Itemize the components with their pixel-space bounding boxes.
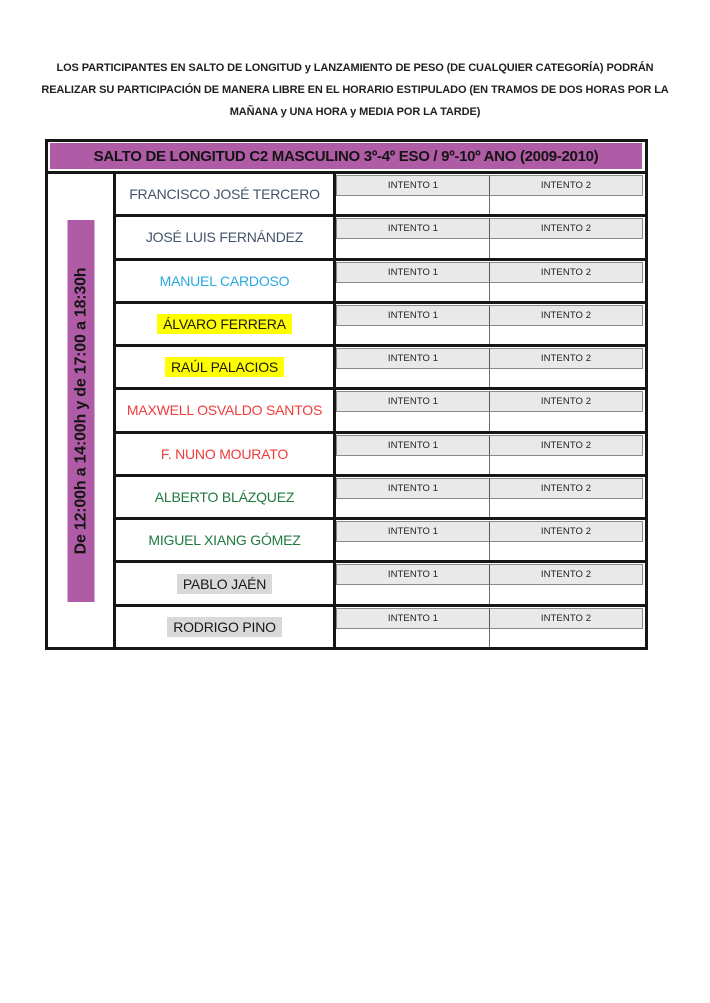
attempt-header-subrow	[336, 175, 643, 196]
attempts-section	[336, 607, 643, 647]
table-row	[116, 563, 645, 606]
participant-name-cell	[116, 347, 336, 387]
participant-name-cell	[116, 563, 336, 603]
participant-name-cell	[116, 434, 336, 474]
attempt-header-subrow	[336, 262, 643, 283]
participant-name: ÁLVARO FERRERA	[157, 314, 292, 334]
attempts-section	[336, 174, 643, 214]
attempt-header-subrow	[336, 218, 643, 239]
attempt-blank-subrow	[336, 542, 643, 560]
intento-2-header: INTENTO 2	[490, 608, 643, 629]
participant-name: ALBERTO BLÁZQUEZ	[154, 488, 295, 505]
schedule-column	[48, 174, 116, 647]
table-row	[116, 261, 645, 304]
attempts-section	[336, 217, 643, 257]
table-body	[48, 174, 645, 647]
intento-2-blank-cell[interactable]	[490, 585, 643, 603]
intento-1-blank-cell[interactable]	[336, 283, 490, 301]
attempt-blank-subrow	[336, 196, 643, 214]
intento-2-blank-cell[interactable]	[490, 499, 643, 517]
intento-1-header: INTENTO 1	[336, 478, 490, 499]
participant-name-cell	[116, 520, 336, 560]
table-row	[116, 174, 645, 217]
participant-name: JOSÉ LUIS FERNÁNDEZ	[145, 229, 304, 246]
intento-1-blank-cell[interactable]	[336, 542, 490, 560]
table-row	[116, 434, 645, 477]
attempt-blank-subrow	[336, 629, 643, 647]
intento-2-header: INTENTO 2	[490, 262, 643, 283]
participant-name-cell	[116, 304, 336, 344]
intento-2-blank-cell[interactable]	[490, 629, 643, 647]
attempt-blank-subrow	[336, 456, 643, 474]
intento-2-blank-cell[interactable]	[490, 412, 643, 430]
intento-2-blank-cell[interactable]	[490, 542, 643, 560]
intento-1-header: INTENTO 1	[336, 391, 490, 412]
participant-name: MANUEL CARDOSO	[159, 272, 290, 289]
intento-2-header: INTENTO 2	[490, 478, 643, 499]
intro-line-3: MAÑANA y UNA HORA y MEDIA POR LA TARDE)	[229, 106, 481, 118]
intento-2-blank-cell[interactable]	[490, 369, 643, 387]
intento-2-header: INTENTO 2	[490, 175, 643, 196]
participant-name-cell	[116, 390, 336, 430]
participant-name: MAXWELL OSVALDO SANTOS	[126, 402, 323, 419]
attempt-header-subrow	[336, 608, 643, 629]
attempt-blank-subrow	[336, 283, 643, 301]
table-row	[116, 390, 645, 433]
attempts-section	[336, 347, 643, 387]
intento-1-header: INTENTO 1	[336, 608, 490, 629]
attempts-section	[336, 563, 643, 603]
rows	[116, 174, 645, 647]
intento-2-header: INTENTO 2	[490, 348, 643, 369]
attempt-blank-subrow	[336, 499, 643, 517]
table-row	[116, 304, 645, 347]
intento-1-header: INTENTO 1	[336, 564, 490, 585]
attempt-blank-subrow	[336, 585, 643, 603]
intento-2-header: INTENTO 2	[490, 521, 643, 542]
participant-name: FRANCISCO JOSÉ TERCERO	[129, 186, 320, 203]
event-table	[45, 139, 648, 650]
participant-name-cell	[116, 261, 336, 301]
intento-2-header: INTENTO 2	[490, 391, 643, 412]
intento-1-blank-cell[interactable]	[336, 585, 490, 603]
participant-name: PABLO JAÉN	[177, 574, 272, 594]
attempts-section	[336, 390, 643, 430]
table-row	[116, 347, 645, 390]
intento-2-header: INTENTO 2	[490, 218, 643, 239]
attempt-header-subrow	[336, 521, 643, 542]
participant-name-cell	[116, 174, 336, 214]
attempts-section	[336, 434, 643, 474]
intento-1-header: INTENTO 1	[336, 262, 490, 283]
attempt-header-subrow	[336, 391, 643, 412]
attempt-blank-subrow	[336, 369, 643, 387]
attempt-header-subrow	[336, 478, 643, 499]
participant-name-cell	[116, 217, 336, 257]
attempts-section	[336, 520, 643, 560]
intento-1-blank-cell[interactable]	[336, 499, 490, 517]
table-title-row	[48, 142, 645, 174]
intento-2-header: INTENTO 2	[490, 564, 643, 585]
intro-line-2: REALIZAR SU PARTICIPACIÓN DE MANERA LIBRE EN EL HORARIO ESTIPULADO (EN TRAMOS DE DOS HORAS POR LA	[41, 84, 669, 96]
participant-name: F. NUNO MOURATO	[160, 445, 289, 462]
attempts-section	[336, 261, 643, 301]
intento-1-header: INTENTO 1	[336, 348, 490, 369]
attempts-section	[336, 304, 643, 344]
intento-1-blank-cell[interactable]	[336, 369, 490, 387]
table-row	[116, 607, 645, 647]
attempt-blank-subrow	[336, 239, 643, 257]
table-row	[116, 477, 645, 520]
participant-name: MIGUEL XIANG GÓMEZ	[148, 532, 301, 549]
attempt-blank-subrow	[336, 326, 643, 344]
intento-1-blank-cell[interactable]	[336, 412, 490, 430]
intento-1-blank-cell[interactable]	[336, 629, 490, 647]
intento-2-blank-cell[interactable]	[490, 326, 643, 344]
participant-name: RAÚL PALACIOS	[165, 357, 284, 377]
intento-2-blank-cell[interactable]	[490, 196, 643, 214]
table-row	[116, 217, 645, 260]
participant-name: RODRIGO PINO	[167, 617, 282, 637]
intento-1-header: INTENTO 1	[336, 218, 490, 239]
intento-1-header: INTENTO 1	[336, 521, 490, 542]
intento-2-header: INTENTO 2	[490, 305, 643, 326]
intento-1-blank-cell[interactable]	[336, 239, 490, 257]
intro-line-1: LOS PARTICIPANTES EN SALTO DE LONGITUD y LANZAMIENTO DE PESO (DE CUALQUIER CATEGORÍA) PODRÁN	[56, 62, 654, 74]
intento-2-header: INTENTO 2	[490, 435, 643, 456]
intro-paragraph	[40, 57, 670, 123]
attempt-header-subrow	[336, 348, 643, 369]
intento-2-blank-cell[interactable]	[490, 456, 643, 474]
intento-2-blank-cell[interactable]	[490, 239, 643, 257]
intento-1-blank-cell[interactable]	[336, 326, 490, 344]
intento-1-blank-cell[interactable]	[336, 456, 490, 474]
attempt-header-subrow	[336, 564, 643, 585]
schedule-label: De 12:00h a 14:00h y de 17:00 a 18:30h	[67, 220, 94, 602]
intento-1-blank-cell[interactable]	[336, 196, 490, 214]
participant-name-cell	[116, 607, 336, 647]
attempt-blank-subrow	[336, 412, 643, 430]
participant-name-cell	[116, 477, 336, 517]
intento-1-header: INTENTO 1	[336, 305, 490, 326]
attempt-header-subrow	[336, 305, 643, 326]
intento-1-header: INTENTO 1	[336, 435, 490, 456]
table-row	[116, 520, 645, 563]
table-title: SALTO DE LONGITUD C2 MASCULINO 3º-4º ESO / 9º-10º ANO (2009-2010)	[50, 143, 642, 169]
intento-1-header: INTENTO 1	[336, 175, 490, 196]
attempts-section	[336, 477, 643, 517]
attempt-header-subrow	[336, 435, 643, 456]
intento-2-blank-cell[interactable]	[490, 283, 643, 301]
